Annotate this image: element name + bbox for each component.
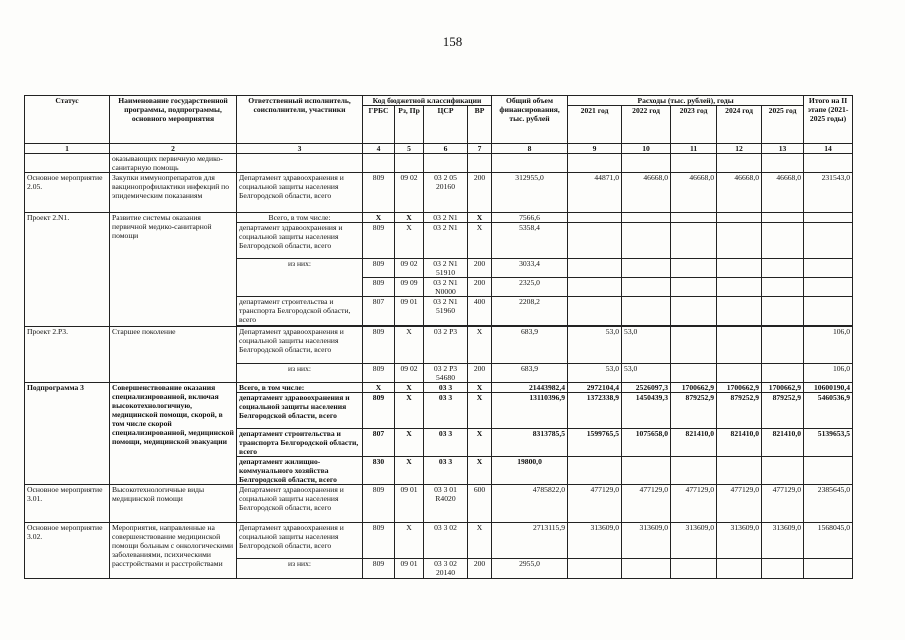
header-csr: ЦСР <box>424 106 468 144</box>
header-vr: ВР <box>468 106 492 144</box>
page-number: 158 <box>442 34 463 49</box>
col-num: 4 <box>363 144 395 154</box>
cell-status: Основное мероприятие 2.05. <box>25 173 110 213</box>
header-expenses: Расходы (тыс. рублей), годы <box>568 96 804 106</box>
table-row: Основное мероприятие 3.02. Мероприятия, направленные на совершенствование медицинской помощи больным с онкологическими заболеваниями, психическими расстройствами и расстройствами Департамент здравоохранения и социальной защиты населения Белгородской области, всего 809 Х 03 3 02 Х 2713115,9 313609,0 313609,0 313609,0 313609,0 313609,0 1568045,0 <box>25 523 853 559</box>
cell-name: Высокотехнологичные виды медицинской помощи <box>110 485 237 523</box>
col-num: 8 <box>492 144 568 154</box>
cell-name: оказывающих первичную медико-санитарную помощь <box>110 154 237 173</box>
header-y2023: 2023 год <box>671 106 717 144</box>
cell-name: Совершенствование оказания специализированной, включая высокотехнологичную, медицинской помощи, скорой, в том числе скорой специализированной, медицинской помощи, медицинской эвакуации <box>110 383 237 485</box>
table-row: из них: 809 09 02 03 2 Р3 54680 200 683,9 53,0 53,0 106,0 <box>25 364 853 383</box>
col-num: 5 <box>395 144 424 154</box>
cell-name: Старшее поколение <box>110 327 237 383</box>
header-total-stage: Итого на II этапе (2021-2025 годы) <box>804 96 853 144</box>
table-row: Основное мероприятие 2.05. Закупки иммунопрепаратов для вакцинопрофилактики инфекций по эпидемическим показаниям Департамент здравоохранения и социальной защиты населения Белгородской области, всего 809 09 02 03 2 05 20160 200 312955,0 44871,0 46668,0 46668,0 46668,0 46668,0 231543,0 <box>25 173 853 213</box>
cell-status: Проект 2.N1. <box>25 213 110 327</box>
header-total-volume: Общий объем финансирования, тыс. рублей <box>492 96 568 144</box>
table-header <box>25 96 853 154</box>
cell-status: Основное мероприятие 3.01. <box>25 485 110 523</box>
col-num: 3 <box>237 144 363 154</box>
column-number-row <box>25 144 853 154</box>
col-num: 14 <box>804 144 853 154</box>
col-num: 9 <box>568 144 622 154</box>
table-row: департамент жилищно-коммунального хозяйства Белгородской области, всего 830 Х 03 3 Х 19800,0 <box>25 457 853 485</box>
cell-status: Проект 2.Р3. <box>25 327 110 383</box>
header-executor: Ответственный исполнитель, соисполнители, участники <box>237 96 363 144</box>
col-num: 11 <box>671 144 717 154</box>
header-y2025: 2025 год <box>762 106 804 144</box>
header-y2022: 2022 год <box>622 106 671 144</box>
table-row <box>25 154 853 173</box>
cell-name: Развитие системы оказания первичной медико-санитарной помощи <box>110 213 237 327</box>
header-grbs: ГРБС <box>363 106 395 144</box>
cell-name: Мероприятия, направленные на совершенствование медицинской помощи больным с онкологическими заболеваниями, психическими расстройствами и расстройствами <box>110 523 237 579</box>
header-name: Наименование государственной программы, подпрограммы, основного мероприятия <box>110 96 237 144</box>
table-row: из них: 809 09 01 03 3 02 20140 200 2955,0 <box>25 559 853 579</box>
table-row: 809 09 09 03 2 N1 N0000 200 2325,0 <box>25 278 853 297</box>
cell-name: Закупки иммунопрепаратов для вакцинопрофилактики инфекций по эпидемическим показаниям <box>110 173 237 213</box>
table-row: Проект 2.N1. Развитие системы оказания первичной медико-санитарной помощи Всего, в том числе: Х Х 03 2 N1 Х 7566,6 <box>25 213 853 223</box>
cell-executor: Департамент здравоохранения и социальной защиты населения Белгородской области, всего <box>237 173 363 213</box>
col-num: 13 <box>762 144 804 154</box>
col-num: 1 <box>25 144 110 154</box>
table-row: Проект 2.Р3. Старшее поколение Департамент здравоохранения и социальной защиты населения Белгородской области, всего 809 Х 03 2 Р3 Х 683,9 53,0 53,0 106,0 <box>25 327 853 364</box>
col-num: 2 <box>110 144 237 154</box>
col-num: 10 <box>622 144 671 154</box>
header-rzpr: Рз, Пр <box>395 106 424 144</box>
header-status: Статус <box>25 96 110 144</box>
table-row: департамент здравоохранения и социальной защиты населения Белгородской области, всего 809 Х 03 3 Х 13110396,9 1372338,9 1450439,3 879252,9 879252,9 879252,9 5460536,9 <box>25 393 853 429</box>
table-row: департамент строительства и транспорта Белгородской области, всего 807 09 01 03 2 N1 51960 400 2208,2 <box>25 297 853 326</box>
budget-table <box>24 95 853 579</box>
table-body <box>25 154 853 579</box>
header-budget-code: Код бюджетной классификации <box>363 96 492 106</box>
table-row: Основное мероприятие 3.01. Высокотехнологичные виды медицинской помощи Департамент здравоохранения и социальной защиты населения Белгородской области, всего 809 09 01 03 3 01 R4020 600 4785822,0 477129,0 477129,0 477129,0 477129,0 477129,0 2385645,0 <box>25 485 853 523</box>
cell-status: Подпрограмма 3 <box>25 383 110 485</box>
col-num: 6 <box>424 144 468 154</box>
col-num: 12 <box>717 144 762 154</box>
header-y2021: 2021 год <box>568 106 622 144</box>
table-row: Подпрограмма 3 Совершенствование оказания специализированной, включая высокотехнологичную, медицинской помощи, скорой, в том числе скорой специализированной, медицинской помощи, медицинской эвакуации Всего, в том числе: Х Х 03 3 Х 21443982,4 2972104,4 2526097,3 1700662,9 1700662,9 1700662,9 10600190,4 <box>25 383 853 393</box>
table-row: департамент строительства и транспорта Белгородской области, всего 807 Х 03 3 Х 8313785,5 1599765,5 1075658,0 821410,0 821410,0 821410,0 5139653,5 <box>25 429 853 457</box>
table-row: из них: 809 09 02 03 2 N1 51910 200 3033,4 <box>25 259 853 278</box>
header-y2024: 2024 год <box>717 106 762 144</box>
col-num: 7 <box>468 144 492 154</box>
cell-status: Основное мероприятие 3.02. <box>25 523 110 579</box>
table-row: департамент здравоохранения и социальной защиты населения Белгородской области, всего 809 Х 03 2 N1 Х 5358,4 <box>25 223 853 259</box>
